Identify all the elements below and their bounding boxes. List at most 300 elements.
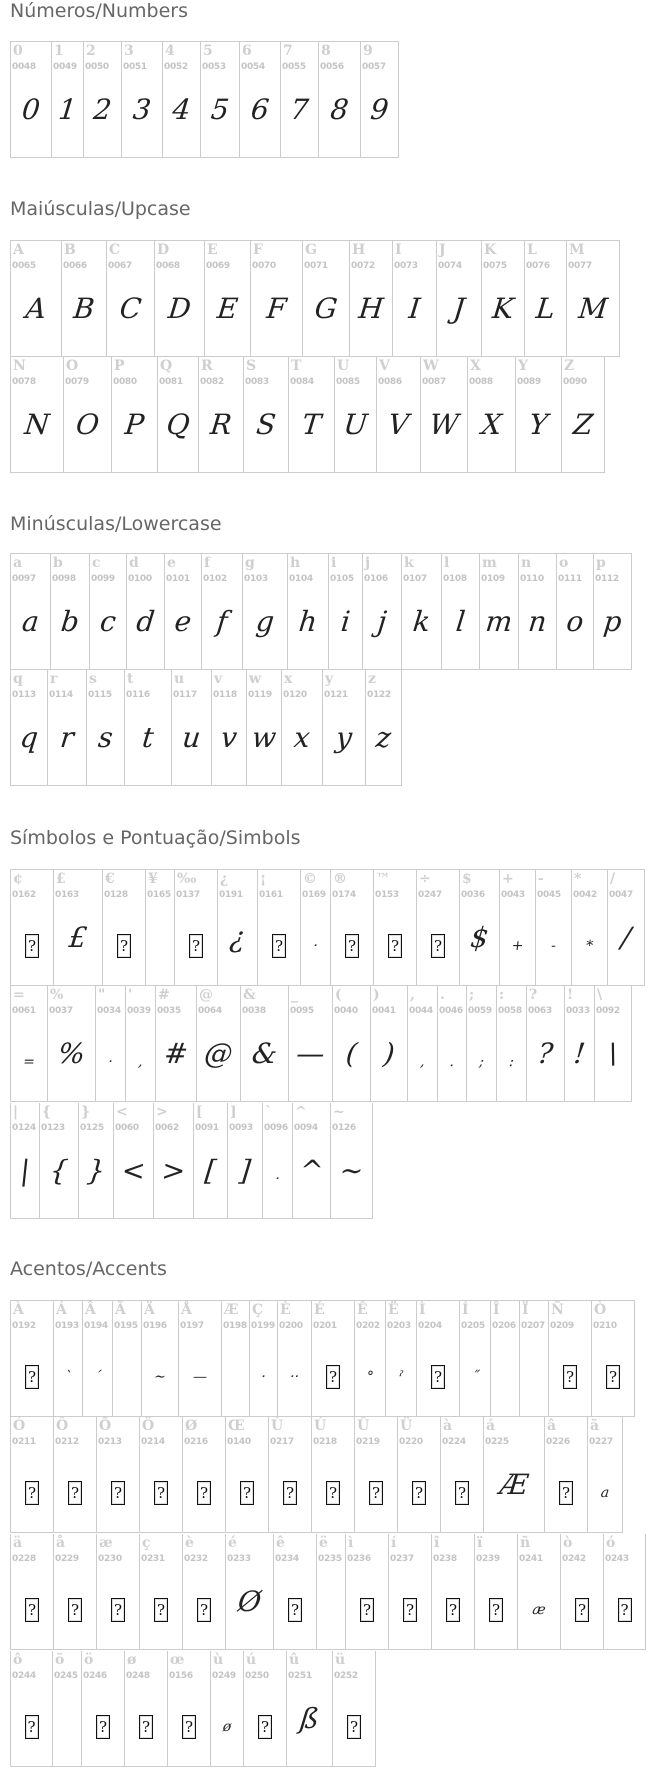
glyph-preview: I (407, 292, 422, 325)
glyph-cell (303, 240, 350, 357)
character-label: ñ (520, 1535, 531, 1551)
character-code: 0069 (206, 261, 230, 271)
glyph-preview (374, 926, 416, 958)
missing-glyph-icon: ? (563, 1365, 577, 1389)
glyph-preview: c (98, 605, 118, 638)
glyph-cell (281, 41, 319, 158)
character-code: 0203 (387, 1321, 411, 1331)
glyph-preview (103, 926, 145, 958)
character-code: 0126 (332, 1123, 356, 1133)
character-label: 9 (363, 43, 373, 59)
character-code: 0103 (244, 574, 268, 584)
character-label: h (290, 555, 301, 571)
character-code: 0091 (195, 1123, 219, 1133)
character-code: 0109 (481, 574, 505, 584)
character-code: 0119 (248, 690, 272, 700)
character-label: } (81, 1104, 91, 1120)
character-code: 0115 (88, 690, 112, 700)
character-label: 4 (165, 43, 175, 59)
glyph-preview (168, 1707, 210, 1739)
character-code: 0209 (550, 1321, 574, 1331)
missing-glyph-icon: ? (606, 1365, 620, 1389)
character-label: M (569, 242, 585, 258)
glyph-cell (417, 869, 460, 986)
glyph-cell (398, 1417, 441, 1533)
glyph-cell (240, 41, 281, 158)
glyph-cell (218, 869, 258, 986)
glyph-cell (247, 670, 282, 786)
glyph-preview: · (274, 1171, 281, 1187)
glyph-preview: Y (527, 408, 550, 441)
character-label: X (470, 358, 481, 374)
glyph-preview: a (20, 605, 41, 638)
character-label: : (499, 987, 505, 1003)
glyph-cell (516, 357, 562, 473)
glyph-preview: 0 (20, 93, 42, 126)
glyph-preview: > (160, 1154, 188, 1187)
character-label: { (42, 1104, 52, 1120)
character-label: Ò (594, 1302, 607, 1318)
glyph-preview: j (375, 605, 389, 638)
missing-glyph-icon: ? (96, 1715, 110, 1739)
glyph-cell (567, 240, 620, 357)
character-label: e (167, 555, 176, 571)
glyph-preview (175, 926, 217, 958)
glyph-cell (289, 986, 333, 1102)
character-label: p (596, 555, 606, 571)
character-label: E (207, 242, 218, 258)
character-code: 0074 (438, 261, 462, 271)
missing-glyph-icon: ? (197, 1481, 211, 1505)
glyph-cell (113, 1300, 142, 1417)
glyph-preview: } (85, 1154, 107, 1187)
missing-glyph-icon: ? (559, 1481, 573, 1505)
glyph-cell (156, 986, 197, 1102)
character-label: Ú (314, 1418, 327, 1434)
character-code: 0107 (403, 574, 427, 584)
character-code: 0070 (252, 261, 276, 271)
character-label: ç (142, 1535, 151, 1551)
character-label: ' (128, 987, 133, 1003)
character-code: 0094 (294, 1123, 318, 1133)
character-code: 0196 (143, 1321, 167, 1331)
character-code: 0104 (289, 574, 313, 584)
character-code: 0044 (409, 1006, 433, 1016)
glyph-preview: b (59, 605, 81, 638)
character-label: Õ (99, 1418, 112, 1434)
glyph-cell (53, 1651, 82, 1767)
character-label: À (13, 1302, 24, 1318)
character-label: | (13, 1104, 19, 1120)
glyph-grid-accents-row-1 (10, 1300, 635, 1417)
glyph-preview: r (58, 721, 76, 754)
character-code: 0112 (595, 574, 619, 584)
glyph-preview: o (564, 605, 586, 638)
glyph-cell (202, 553, 243, 670)
character-code: 0063 (528, 1006, 552, 1016)
character-label: g (245, 555, 255, 571)
character-code: 0218 (313, 1437, 337, 1447)
glyph-preview: * (585, 938, 594, 954)
missing-glyph-icon: ? (68, 1481, 82, 1505)
character-label: ò (563, 1535, 573, 1551)
glyph-preview (11, 1357, 53, 1389)
character-label: ú (246, 1652, 257, 1668)
glyph-cell (163, 41, 201, 158)
character-label: _ (291, 987, 298, 1003)
glyph-cell (10, 553, 51, 670)
character-code: 0083 (245, 377, 269, 387)
character-code: 0233 (227, 1554, 251, 1564)
character-label: ) (373, 987, 380, 1003)
glyph-preview (475, 1590, 517, 1622)
character-code: 0058 (498, 1006, 522, 1016)
glyph-preview: æ (531, 1602, 547, 1618)
glyph-cell (126, 986, 156, 1102)
character-code: 0243 (605, 1554, 629, 1564)
character-code: 0156 (169, 1671, 193, 1681)
character-label: î (434, 1535, 440, 1551)
character-code: 0199 (251, 1321, 275, 1331)
glyph-cell (54, 1417, 97, 1533)
glyph-cell (604, 1534, 646, 1650)
character-label: o (559, 555, 569, 571)
glyph-cell (222, 1300, 250, 1417)
character-code: 0202 (356, 1321, 380, 1331)
character-code: 0211 (12, 1437, 36, 1447)
glyph-preview: 9 (368, 93, 391, 126)
character-code: 0045 (537, 890, 561, 900)
glyph-cell (82, 1651, 125, 1767)
glyph-cell (278, 1300, 312, 1417)
character-label: T (291, 358, 302, 374)
character-code: 0098 (52, 574, 76, 584)
character-label: 3 (124, 43, 134, 59)
glyph-preview: C (118, 292, 144, 325)
character-label: ~ (333, 1104, 345, 1120)
character-label: f (204, 555, 211, 571)
character-code: 0244 (12, 1671, 36, 1681)
glyph-preview (432, 1590, 474, 1622)
glyph-preview (561, 1590, 603, 1622)
glyph-preview: L (534, 292, 557, 325)
character-code: 0102 (203, 574, 227, 584)
glyph-cell (165, 553, 202, 670)
character-label: j (365, 555, 371, 571)
character-code: 0079 (65, 377, 89, 387)
character-code: 0080 (113, 377, 137, 387)
glyph-preview (549, 1357, 591, 1389)
glyph-preview (333, 1707, 375, 1739)
glyph-cell (549, 1300, 592, 1417)
character-code: 0076 (526, 261, 550, 271)
character-label: < (116, 1104, 128, 1120)
character-label: 6 (242, 43, 252, 59)
character-label: ÷ (419, 871, 431, 887)
glyph-cell (228, 1103, 263, 1219)
glyph-cell (355, 1300, 386, 1417)
missing-glyph-icon: ? (288, 1598, 302, 1622)
glyph-cell (491, 1300, 520, 1417)
character-label: Ì (419, 1302, 426, 1318)
glyph-cell (114, 1103, 154, 1219)
glyph-cell (52, 41, 84, 158)
glyph-cell (289, 357, 335, 473)
glyph-preview (125, 1707, 167, 1739)
glyph-cell (421, 357, 468, 473)
glyph-preview: ¿ (228, 921, 247, 954)
character-code: 0088 (469, 377, 493, 387)
glyph-cell (201, 41, 240, 158)
character-code: 0207 (521, 1321, 545, 1331)
glyph-cell (10, 1417, 54, 1533)
missing-glyph-icon: ? (154, 1598, 168, 1622)
character-code: 0055 (282, 62, 306, 72)
character-label: c (92, 555, 101, 571)
character-label: . (440, 987, 445, 1003)
character-code: 0227 (589, 1437, 613, 1447)
character-label: x (284, 671, 293, 687)
character-label: Ó (13, 1418, 26, 1434)
missing-glyph-icon: ? (258, 1715, 272, 1739)
character-code: 0230 (98, 1554, 122, 1564)
glyph-cell (54, 1534, 97, 1650)
glyph-preview (140, 1473, 182, 1505)
glyph-preview: D (166, 292, 193, 325)
character-code: 0100 (128, 574, 152, 584)
character-code: 0078 (12, 377, 36, 387)
character-code: 0073 (394, 261, 418, 271)
character-code: 0040 (334, 1006, 358, 1016)
character-code: 0121 (324, 690, 348, 700)
glyph-preview: , (137, 1054, 144, 1070)
glyph-preview (417, 1357, 459, 1389)
missing-glyph-icon: ? (412, 1481, 426, 1505)
character-code: 0117 (173, 690, 197, 700)
character-label: H (352, 242, 366, 258)
glyph-preview (312, 1357, 354, 1389)
character-label: Ë (388, 1302, 399, 1318)
glyph-cell (175, 869, 218, 986)
character-code: 0113 (12, 690, 36, 700)
glyph-cell (317, 1534, 346, 1650)
glyph-preview: w (250, 721, 278, 754)
glyph-preview: ø (221, 1719, 233, 1735)
glyph-preview: [ (203, 1154, 218, 1187)
missing-glyph-icon: ? (431, 934, 445, 958)
character-code: 0216 (184, 1437, 208, 1447)
character-code: 0086 (378, 377, 402, 387)
character-label: ™ (376, 871, 390, 887)
glyph-cell (97, 1534, 140, 1650)
glyph-cell (319, 41, 361, 158)
glyph-preview: 1 (56, 93, 79, 126)
glyph-preview: A (24, 292, 48, 325)
missing-glyph-icon: ? (431, 1365, 445, 1389)
glyph-cell (545, 1417, 588, 1533)
character-label: Ü (400, 1418, 413, 1434)
character-label: Ä (144, 1302, 155, 1318)
glyph-cell (251, 240, 303, 357)
glyph-preview: h (297, 605, 319, 638)
missing-glyph-icon: ? (139, 1715, 153, 1739)
character-label: ‰ (177, 871, 197, 887)
missing-glyph-icon: ? (111, 1598, 125, 1622)
glyph-cell (331, 869, 374, 986)
glyph-cell (97, 1417, 140, 1533)
character-label: ï (477, 1535, 483, 1551)
character-label: P (114, 358, 125, 374)
glyph-preview: 7 (288, 93, 311, 126)
character-label: ô (13, 1652, 23, 1668)
character-code: 0105 (330, 574, 354, 584)
character-code: 0245 (54, 1671, 78, 1681)
character-code: 0165 (147, 890, 171, 900)
glyph-preview: R (208, 408, 234, 441)
glyph-cell (333, 986, 371, 1102)
character-label: n (521, 555, 532, 571)
character-label: b (53, 555, 63, 571)
glyph-cell (572, 869, 608, 986)
glyph-cell (199, 357, 244, 473)
glyph-preview (54, 1473, 96, 1505)
character-label: , (410, 987, 415, 1003)
character-label: ¡ (260, 871, 267, 887)
character-label: d (129, 555, 139, 571)
glyph-cell (197, 986, 241, 1102)
glyph-preview: Q (164, 408, 192, 441)
glyph-preview: z (374, 721, 393, 754)
character-code: 0068 (156, 261, 180, 271)
glyph-cell (518, 1534, 561, 1650)
character-code: 0057 (362, 62, 386, 72)
glyph-preview: m (484, 605, 515, 638)
glyph-cell (122, 41, 163, 158)
character-code: 0137 (176, 890, 200, 900)
glyph-cell (355, 1417, 398, 1533)
glyph-preview (54, 1590, 96, 1622)
character-code: 0093 (229, 1123, 253, 1133)
character-label: â (547, 1418, 557, 1434)
glyph-preview (140, 1590, 182, 1622)
character-code: 0200 (279, 1321, 303, 1331)
glyph-grid-symbols-row-2 (10, 986, 632, 1103)
glyph-cell (51, 553, 90, 670)
glyph-preview: ) (381, 1037, 397, 1070)
glyph-grid-lowercase-row-2 (10, 670, 402, 787)
missing-glyph-icon: ? (189, 934, 203, 958)
glyph-cell (363, 553, 402, 670)
character-code: 0140 (227, 1437, 251, 1447)
glyph-cell (500, 869, 536, 986)
glyph-cell (389, 1534, 432, 1650)
character-code: 0201 (313, 1321, 337, 1331)
character-label: ¿ (220, 871, 229, 887)
character-label: W (423, 358, 439, 374)
glyph-preview: Æ (498, 1468, 530, 1501)
character-label: S (246, 358, 257, 374)
character-label: £ (56, 871, 66, 887)
glyph-preview: M (576, 292, 610, 325)
character-code: 0085 (336, 377, 360, 387)
character-code: 0246 (83, 1671, 107, 1681)
missing-glyph-icon: ? (283, 1481, 297, 1505)
character-label: ¥ (148, 871, 158, 887)
glyph-cell (468, 357, 516, 473)
character-code: 0060 (115, 1123, 139, 1133)
glyph-preview: N (23, 408, 52, 441)
glyph-preview: . (448, 1054, 456, 1070)
glyph-preview: 5 (209, 93, 231, 126)
character-label: Ø (185, 1418, 198, 1434)
glyph-cell (179, 1300, 222, 1417)
glyph-cell (350, 240, 393, 357)
glyph-cell (250, 1300, 278, 1417)
glyph-cell (107, 240, 155, 357)
character-label: r (50, 671, 58, 687)
glyph-cell (241, 986, 289, 1102)
character-code: 0033 (566, 1006, 590, 1016)
glyph-preview (11, 1473, 53, 1505)
character-code: 0195 (114, 1321, 138, 1331)
glyph-preview (331, 926, 373, 958)
glyph-preview: 4 (170, 93, 193, 126)
character-code: 0174 (332, 890, 356, 900)
glyph-preview: B (72, 292, 97, 325)
glyph-preview: V (386, 408, 411, 441)
character-label: I (395, 242, 402, 258)
glyph-preview: · (107, 1054, 114, 1070)
glyph-preview: v (219, 721, 239, 754)
character-label: Q (160, 358, 173, 374)
section-title-numbers: Números/Numbers (10, 0, 188, 22)
character-label: Ñ (551, 1302, 564, 1318)
glyph-preview (417, 926, 459, 958)
glyph-preview: d (134, 605, 157, 638)
glyph-preview: ( (344, 1037, 359, 1070)
glyph-cell (288, 553, 329, 670)
glyph-cell (244, 1651, 287, 1767)
glyph-preview: , (419, 1054, 426, 1070)
missing-glyph-icon: ? (575, 1598, 589, 1622)
glyph-cell (212, 670, 247, 786)
glyph-cell (402, 553, 442, 670)
glyph-cell (312, 1300, 355, 1417)
glyph-preview (346, 1590, 388, 1622)
glyph-preview (11, 926, 53, 958)
character-code: 0048 (12, 62, 36, 72)
glyph-preview: t (140, 721, 156, 754)
glyph-cell (361, 41, 399, 158)
character-label: ® (333, 871, 347, 887)
glyph-cell (482, 240, 525, 357)
glyph-preview: ? (536, 1037, 555, 1070)
character-label: 1 (54, 43, 64, 59)
character-code: 0037 (49, 1006, 73, 1016)
character-label: ë (319, 1535, 328, 1551)
character-label: œ (170, 1652, 185, 1668)
glyph-preview (183, 1590, 225, 1622)
glyph-cell (312, 1417, 355, 1533)
glyph-cell (287, 1651, 333, 1767)
character-label: Ã (115, 1302, 126, 1318)
character-label: é (228, 1535, 237, 1551)
character-label: C (109, 242, 121, 258)
character-code: 0090 (563, 377, 587, 387)
character-label: = (13, 987, 25, 1003)
glyph-preview: ° (365, 1369, 375, 1385)
glyph-cell (393, 240, 437, 357)
